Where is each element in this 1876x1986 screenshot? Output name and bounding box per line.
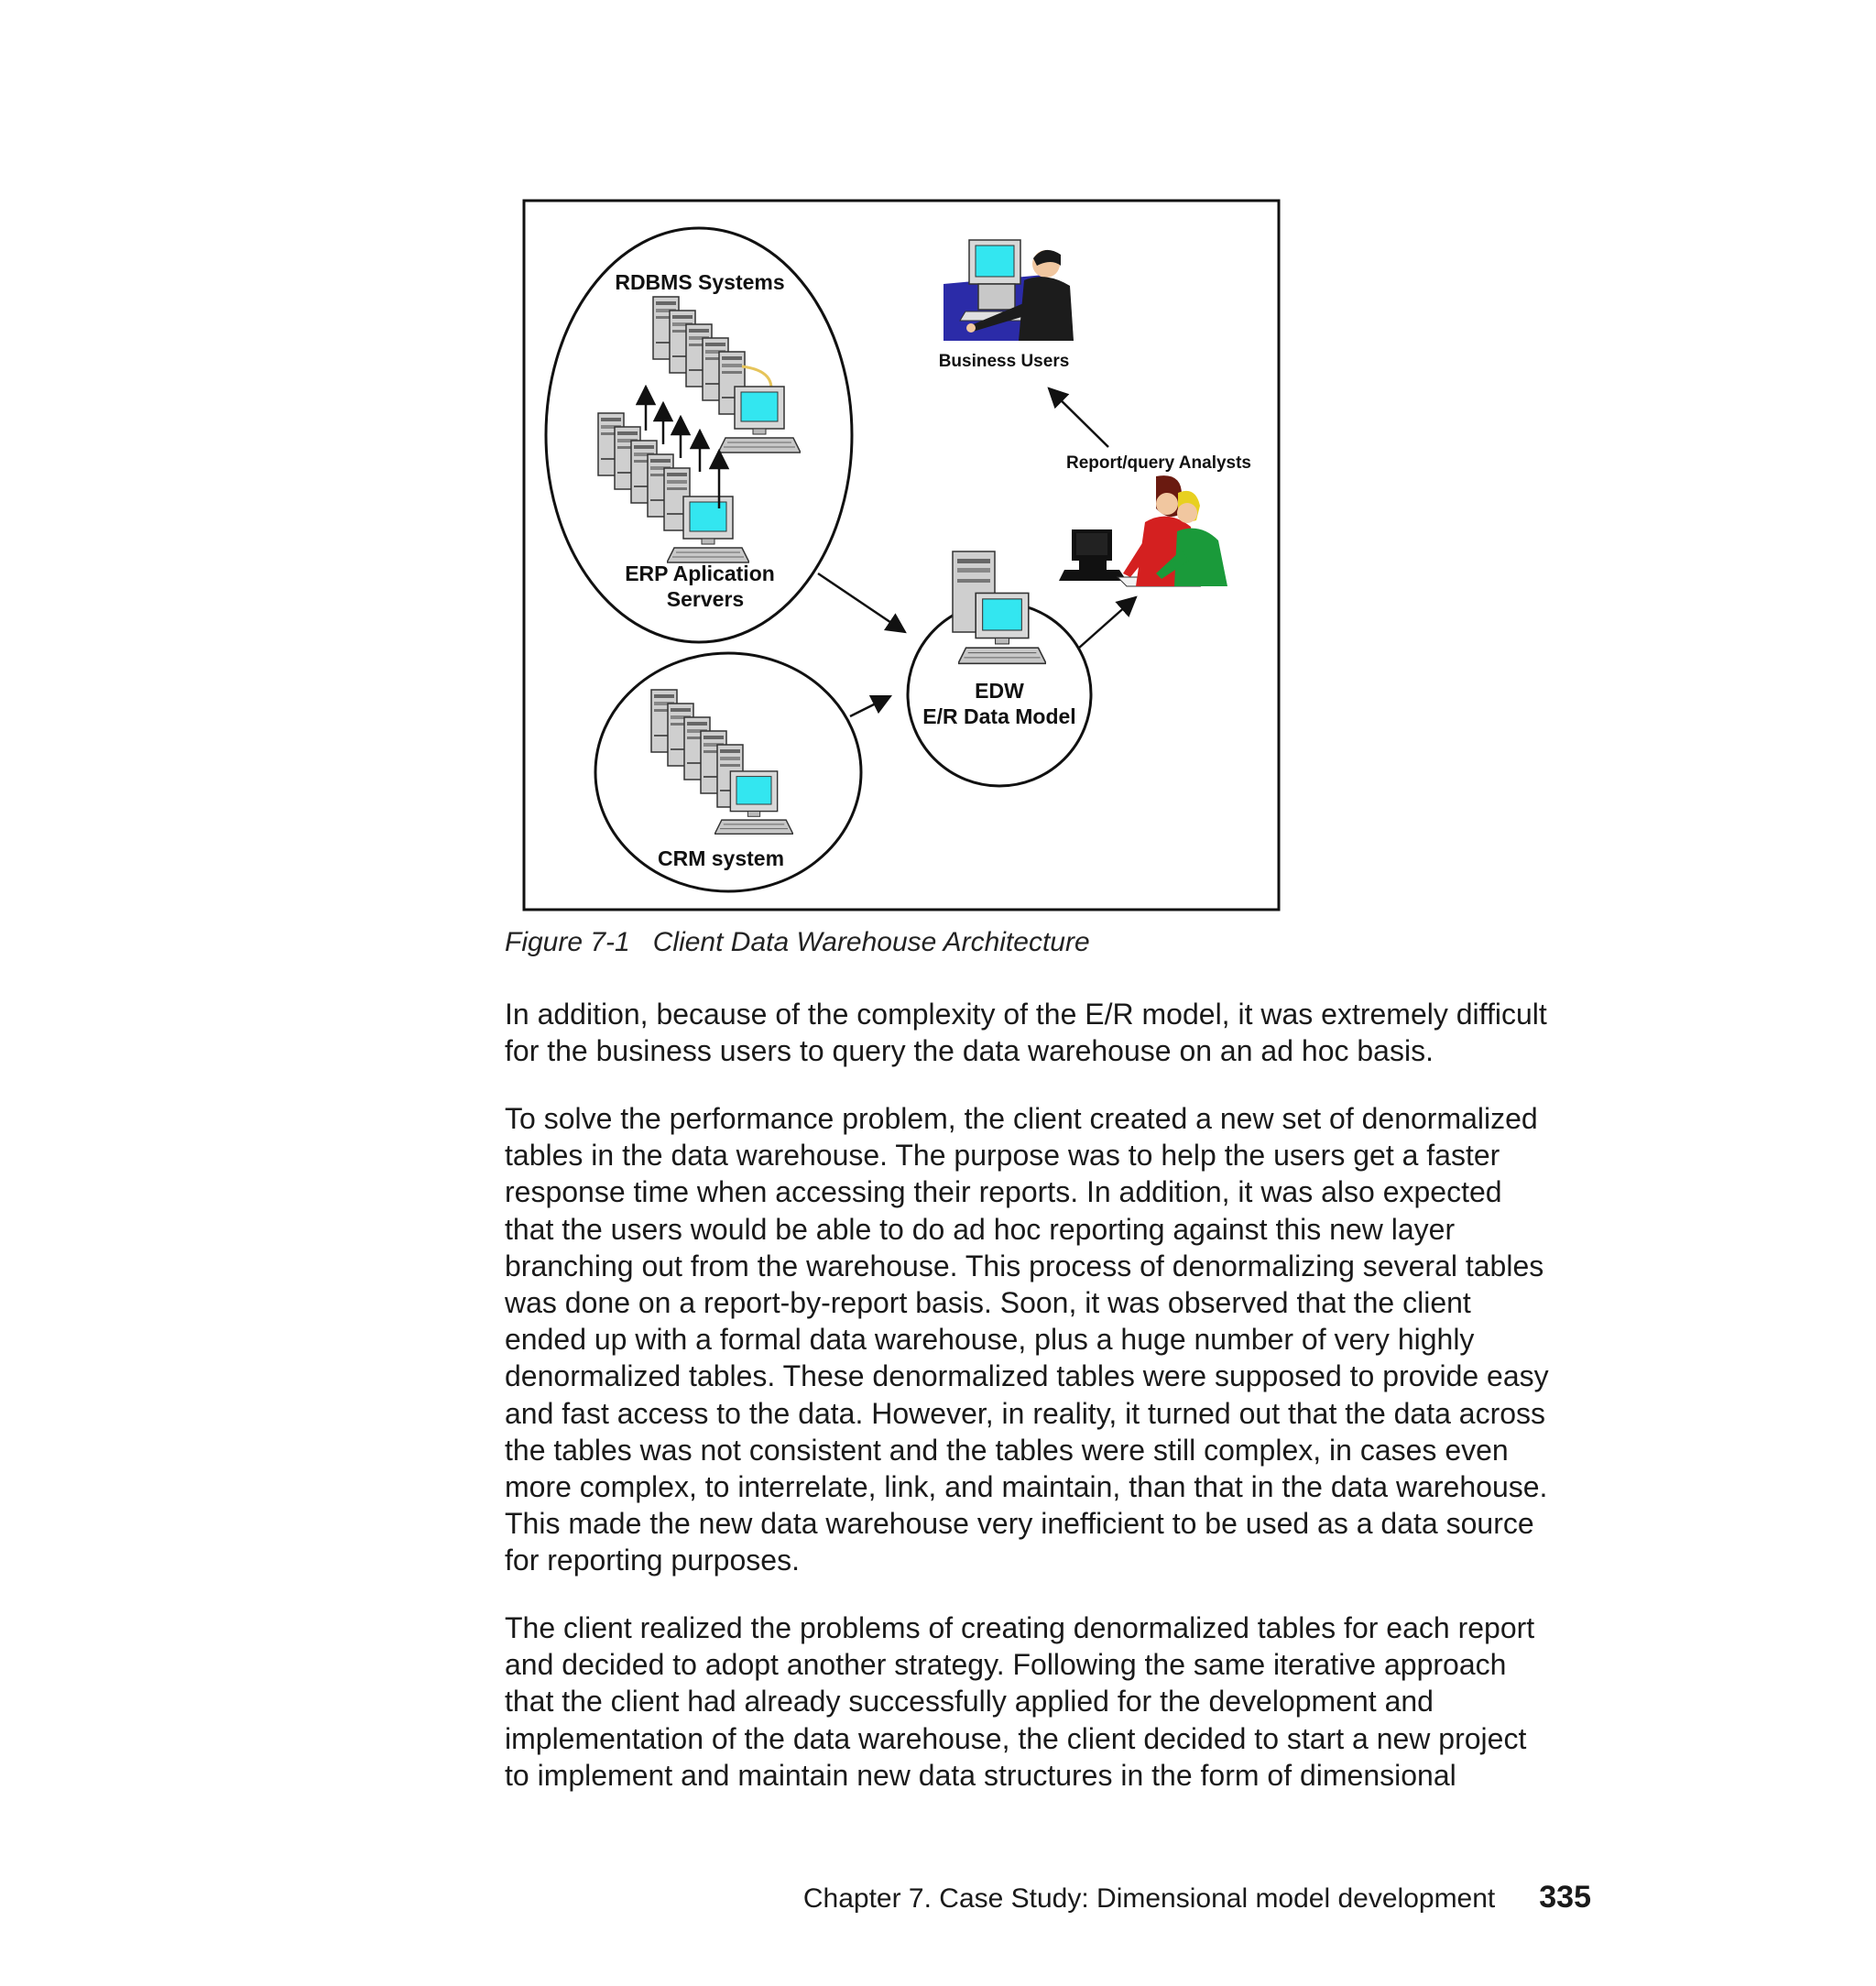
text-line: more complex, to interrelate, link, and maintain, than that in the data warehouse. (505, 1470, 1548, 1504)
figure-caption (505, 927, 1090, 958)
label-rdbms-systems: RDBMS Systems (615, 270, 785, 294)
label-erp-line1: ERP Aplication (625, 562, 775, 585)
label-report-query-analysts: Report/query Analysts (1065, 453, 1252, 473)
footer-chapter-title: Chapter 7. Case Study: Dimensional model development (802, 1883, 1496, 1914)
paragraph-2 (505, 1100, 1604, 1579)
label-erp-line2: Servers (666, 587, 745, 611)
label-crm-system: CRM system (657, 846, 785, 870)
caption-number: Figure 7-1 (505, 927, 630, 957)
text-line: This made the new data warehouse very inefficient to be used as a data source (505, 1507, 1534, 1541)
label-business-users: Business Users (938, 352, 1070, 371)
text-line: that the client had already successfully applied for the development and (505, 1685, 1434, 1719)
text-line: The client realized the problems of creating denormalized tables for each report (505, 1611, 1535, 1644)
text-line: was done on a report-by-report basis. Soon, it was observed that the client (505, 1286, 1471, 1320)
text-line: for reporting purposes. (505, 1544, 800, 1577)
text-line: and decided to adopt another strategy. Following the same iterative approach (505, 1648, 1507, 1682)
text-line: for the business users to query the data warehouse on an ad hoc basis. (505, 1034, 1434, 1068)
text-line: branching out from the warehouse. This process of denormalizing several tables (505, 1249, 1544, 1282)
text-line: To solve the performance problem, the client created a new set of denormalized (505, 1102, 1538, 1135)
text-line: to implement and maintain new data structures in the form of dimensional (505, 1758, 1456, 1792)
text-line: implementation of the data warehouse, the client decided to start a new project (505, 1721, 1527, 1755)
label-er-data-model: E/R Data Model (922, 704, 1076, 728)
paragraph-3 (505, 1610, 1604, 1794)
text-line: response time when accessing their reports. In addition, it was also expected (505, 1175, 1502, 1209)
caption-title: Client Data Warehouse Architecture (652, 927, 1090, 957)
text-line: and fast access to the data. However, in reality, it turned out that the data across (505, 1396, 1546, 1430)
page-number: 335 (1539, 1880, 1591, 1915)
text-line: denormalized tables. These denormalized tables were supposed to provide easy (505, 1359, 1549, 1393)
text-line: that the users would be able to do ad hoc reporting against this new layer (505, 1212, 1456, 1246)
text-line: In addition, because of the complexity of the E/R model, it was extremely difficult (505, 998, 1547, 1031)
text-line: ended up with a formal data warehouse, plus a huge number of very highly (505, 1323, 1475, 1357)
text-line: the tables was not consistent and the tables were still complex, in cases even (505, 1433, 1509, 1467)
text-line: tables in the data warehouse. The purpose was to help the users get a faster (505, 1139, 1500, 1173)
page-footer (803, 1880, 1591, 1915)
paragraph-1 (505, 996, 1604, 1069)
label-edw: EDW (975, 679, 1024, 703)
